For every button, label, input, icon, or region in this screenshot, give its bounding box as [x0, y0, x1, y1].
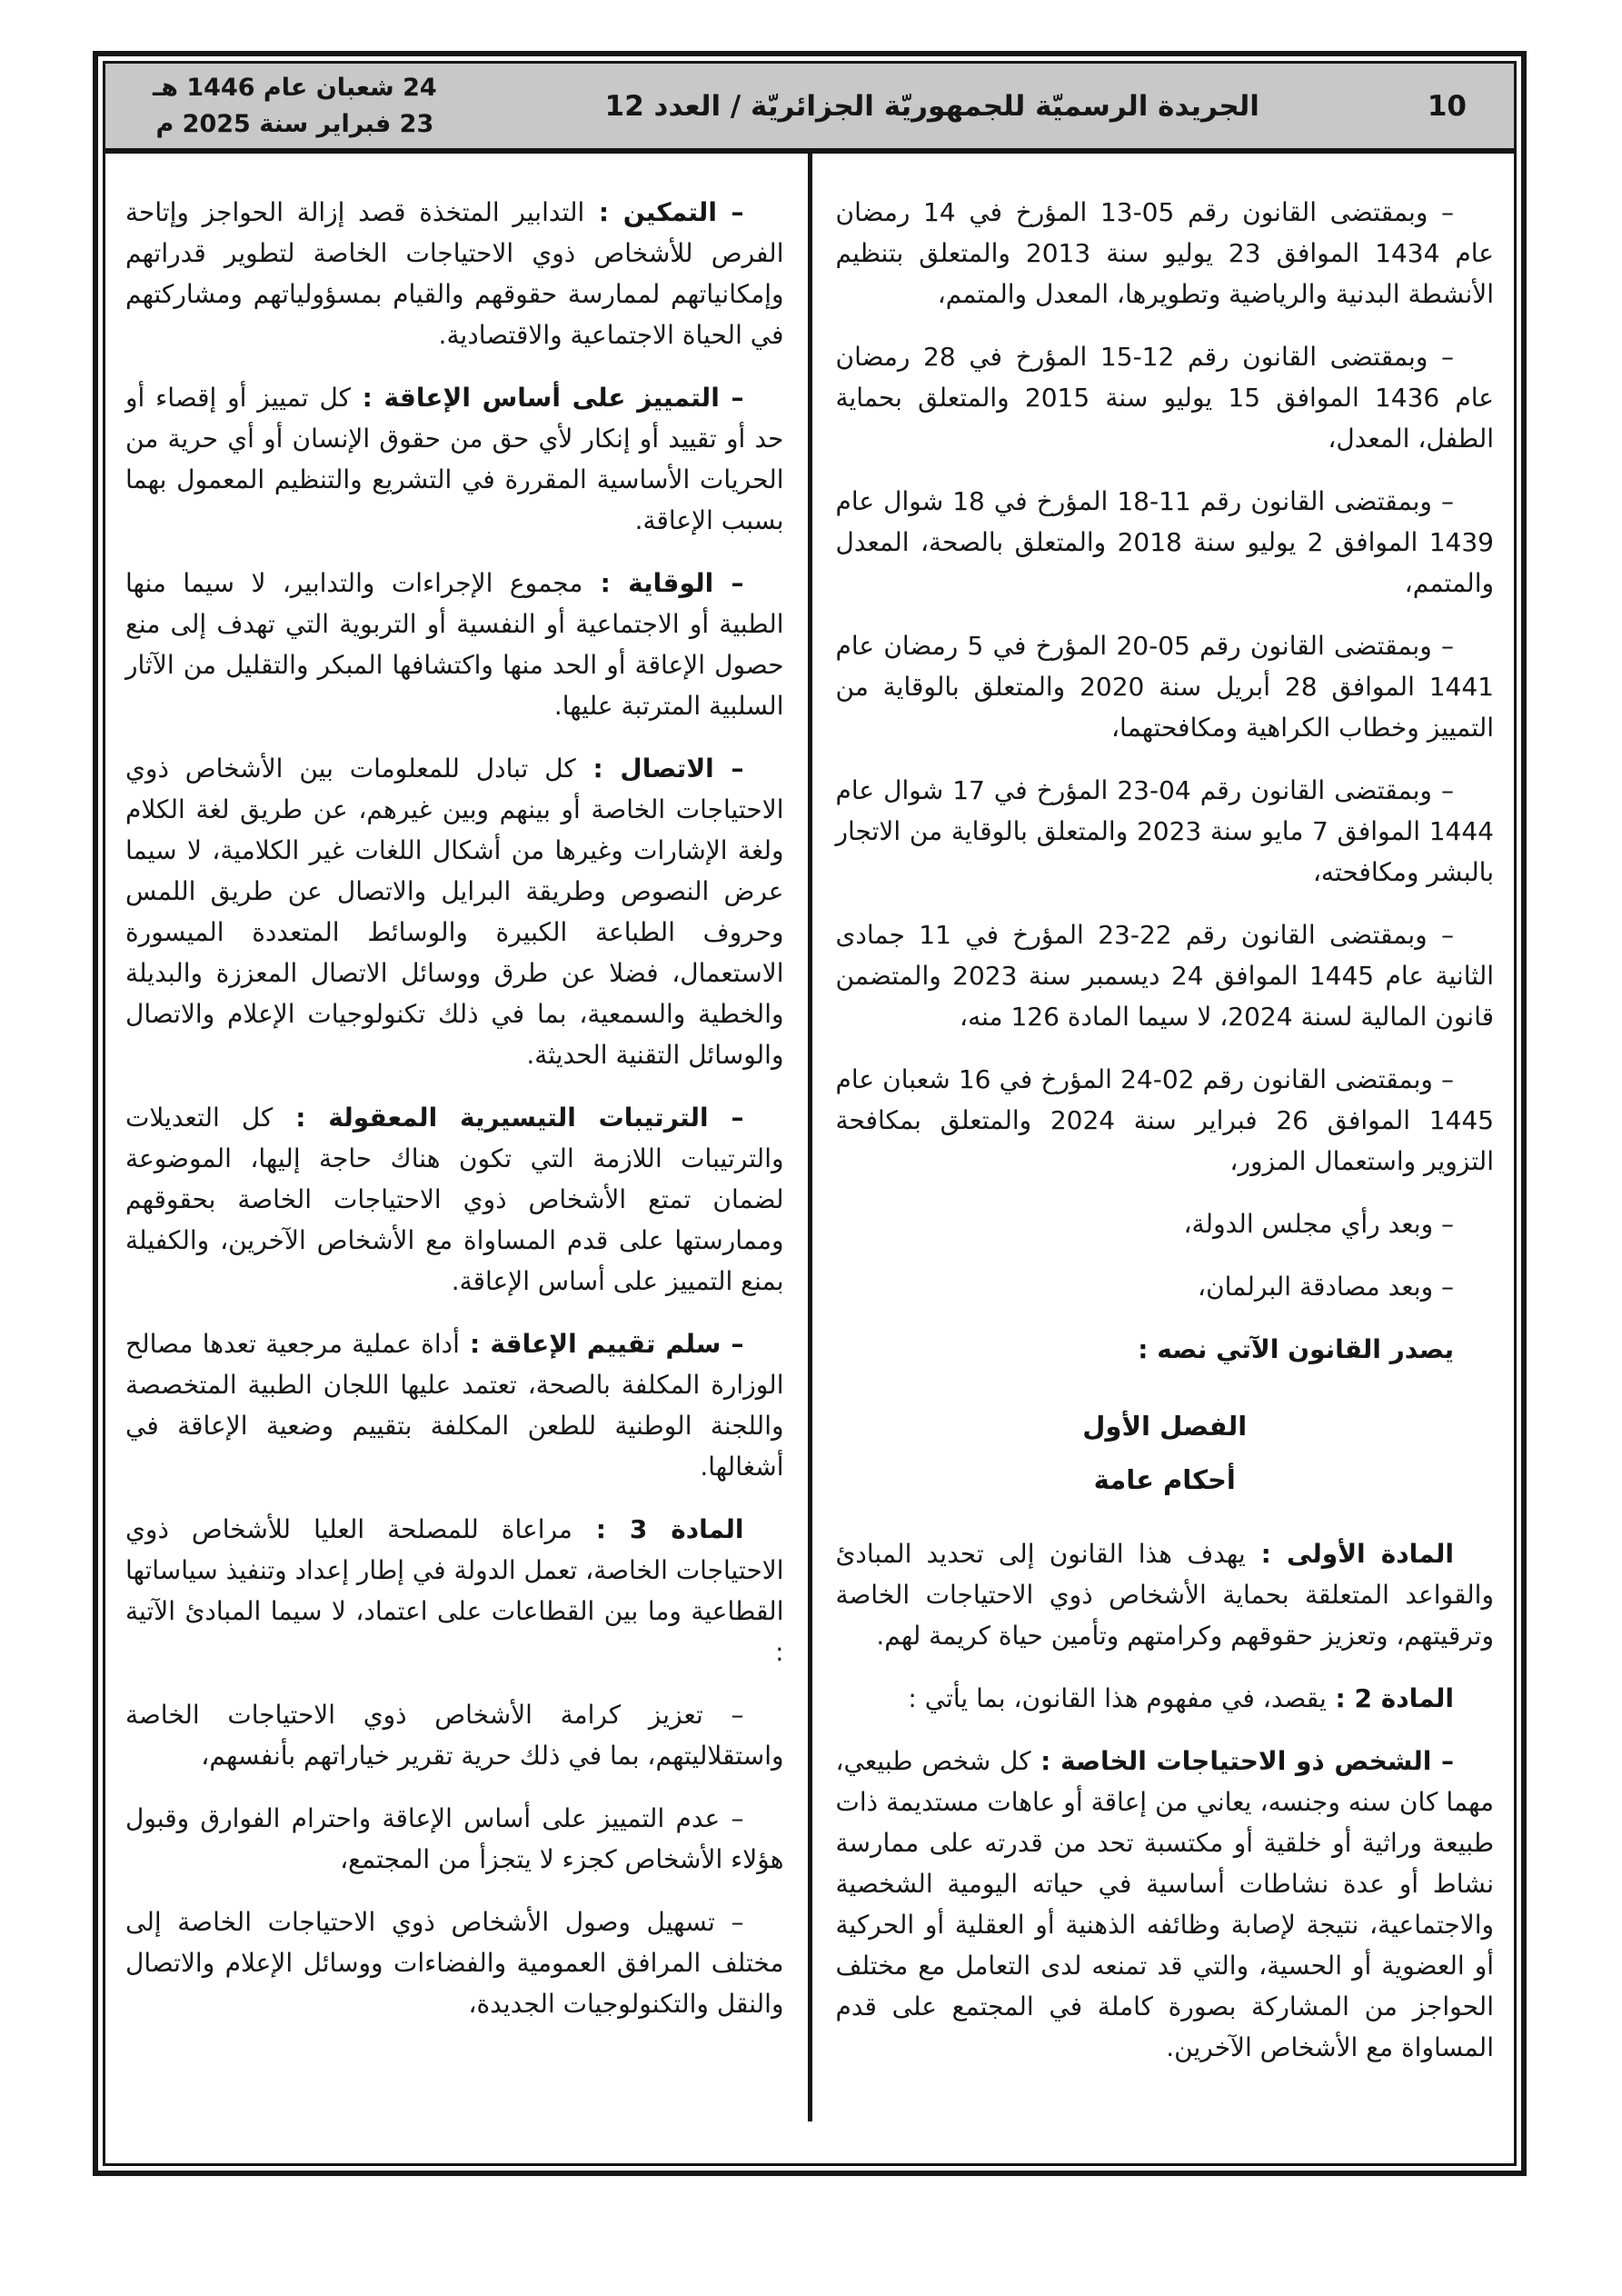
term-lead: – الترتيبات التيسيرية المعقولة : — [273, 1103, 744, 1133]
term-lead: – الاتصال : — [575, 754, 744, 784]
definition-prevention — [125, 563, 784, 726]
definition-reasonable-accommodation — [125, 1097, 784, 1302]
issue-dates — [153, 70, 437, 141]
paragraph-text: يصدر القانون الآتي نصه : — [1138, 1334, 1454, 1364]
paragraph-text: كل تمييز أو إقصاء أو حد أو تقييد أو إنكار لأي حق من حقوق الإنسان أو أي حرية من الحريات الأساسية المقررة في التشريع والتنظيم المعمول بهما بسبب الإعاقة. — [125, 383, 784, 535]
page-number: 10 — [1427, 89, 1467, 123]
chapter-title — [836, 1406, 1495, 1447]
law-reference — [836, 770, 1495, 893]
definition-disability-assessment-scale — [125, 1323, 784, 1487]
paragraph-text: كل تبادل للمعلومات بين الأشخاص ذوي الاحتياجات الخاصة أو بينهم وبين غيرهم، عن طريق لغة الكلام ولغة الإشارات وغيرها من أشكال اللغات غير الكلامية، لا سيما عرض النصوص وطريقة البرايل والاتصال عن طريق اللمس وحروف الطباعة الكبيرة والوسائط المتعددة الميسورة الاستعمال، فضلا عن طرق ووسائل الاتصال المعززة والبديلة والخطية والسمعية، بما في ذلك تكنولوجيات الإعلام والاتصال والوسائل التقنية الحديثة. — [125, 754, 784, 1070]
article-3 — [125, 1509, 784, 1672]
term-lead: – الوقاية : — [582, 568, 744, 598]
content-columns — [105, 154, 1514, 2163]
law-reference — [836, 481, 1495, 604]
paragraph-text: – وبعد مصادقة البرلمان، — [1198, 1272, 1454, 1302]
article-1 — [836, 1533, 1495, 1656]
paragraph-text: كل التعديلات والترتيبات اللازمة التي تكون هناك حاجة إليها، الموضوعة لضمان تمتع الأشخاص ذوي الاحتياجات الخاصة بحقوقهم وممارستها على قدم المساواة مع الأشخاص الآخرين، والكفيلة بمنع التمييز على أساس الإعاقة. — [125, 1103, 784, 1296]
law-reference — [836, 914, 1495, 1037]
paragraph-text: – تعزيز كرامة الأشخاص ذوي الاحتياجات الخاصة واستقلاليتهم، بما في ذلك حرية تقرير خياراتهم بأنفسهم، — [125, 1700, 784, 1771]
paragraph-text: مجموع الإجراءات والتدابير، لا سيما منها الطبية أو الاجتماعية أو النفسية أو التربوية التي تهدف إلى منع حصول الإعاقة أو الحد منها واكتشافها المبكر والتقليل من الآثار السلبية المترتبة عليها. — [125, 568, 784, 721]
paragraph-text: كل شخص طبيعي، مهما كان سنه وجنسه، يعاني من إعاقة أو عاهات مستديمة ذات طبيعة وراثية أو خلقية أو مكتسبة تحد من قدرته على ممارسة نشاط أو عدة نشاطات أساسية في حياته اليومية الشخصية والاجتماعية، نتيجة لإصابة وظائفه الذهنية أو العقلية أو الحركية أو العضوية أو الحسية، والتي قد تمنعه لدى التعامل مع مختلف الحواجز من المشاركة بصورة كاملة في المجتمع على قدم المساواة مع الأشخاص الآخرين. — [835, 1746, 1494, 2062]
page-frame — [93, 51, 1527, 2176]
council-opinion — [836, 1203, 1495, 1244]
parliament-approval — [836, 1266, 1495, 1307]
term-lead: المادة الأولى : — [1245, 1539, 1454, 1569]
column-divider — [808, 154, 812, 2121]
paragraph-text: – وبمقتضى القانون رقم 05-20 المؤرخ في 5 رمضان عام 1441 الموافق 28 أبريل سنة 2020 والمتعلق بالوقاية من التمييز وخطاب الكراهية ومكافحتهما، — [835, 631, 1494, 743]
gazette-title: الجريدة الرسميّة للجمهوريّة الجزائريّة / العدد 12 — [604, 89, 1259, 123]
column-left — [105, 154, 808, 2163]
paragraph-text: – وبمقتضى القانون رقم 05-13 المؤرخ في 14 رمضان عام 1434 الموافق 23 يوليو سنة 2013 والمتعلق بتنظيم الأنشطة البدنية والرياضية وتطويرها، المعدل والمتمم، — [835, 197, 1494, 309]
paragraph-text: – وبمقتضى القانون رقم 02-24 المؤرخ في 16 شعبان عام 1445 الموافق 26 فبراير سنة 2024 والمتعلق بمكافحة التزوير واستعمال المزور، — [835, 1064, 1495, 1176]
paragraph-text: – وبمقتضى القانون رقم 04-23 المؤرخ في 17 شوال عام 1444 الموافق 7 مايو سنة 2023 والمتعلق بالوقاية من الاتجار بالبشر ومكافحته، — [835, 775, 1494, 887]
gregorian-date: 23 فبراير سنة 2025 م — [155, 109, 434, 138]
paragraph-text: – وبمقتضى القانون رقم 12-15 المؤرخ في 28 رمضان عام 1436 الموافق 15 يوليو سنة 2015 والمتعلق بحماية الطفل، المعدل، — [835, 342, 1494, 454]
paragraph-text: – وبعد رأي مجلس الدولة، — [1183, 1209, 1454, 1239]
term-lead: – التمييز على أساس الإعاقة : — [350, 383, 744, 413]
definition-empowerment — [125, 192, 784, 355]
term-lead: – التمكين : — [584, 197, 744, 227]
definition-communication — [125, 748, 784, 1075]
gazette-header — [105, 64, 1514, 154]
definition-person-with-special-needs — [836, 1741, 1495, 2068]
law-reference — [836, 1059, 1495, 1182]
paragraph-text: – وبمقتضى القانون رقم 11-18 المؤرخ في 18 شوال عام 1439 الموافق 2 يوليو سنة 2018 والمتعلق بالصحة، المعدل والمتمم، — [835, 486, 1494, 598]
page-inner-frame — [103, 61, 1517, 2166]
term-lead: – سلم تقييم الإعاقة : — [459, 1329, 744, 1359]
paragraph-text: يقصد، في مفهوم هذا القانون، بما يأتي : — [908, 1683, 1327, 1713]
principle-dignity — [125, 1694, 784, 1776]
paragraph-text: أداة عملية مرجعية تعدها مصالح الوزارة المكلفة بالصحة، تعتمد عليها اللجان الطبية المتخصصة واللجنة الوطنية للطعن المكلفة بتقييم وضعية الإعاقة في أشغالها. — [125, 1329, 784, 1482]
term-lead: – الشخص ذو الاحتياجات الخاصة : — [1030, 1746, 1454, 1776]
paragraph-text: مراعاة للمصلحة العليا للأشخاص ذوي الاحتياجات الخاصة، تعمل الدولة في إطار إعداد وتنفيذ سياساتها القطاعية وما بين القطاعات على اعتماد، لا سيما المبادئ الآتية : — [125, 1514, 784, 1667]
article-2 — [836, 1678, 1495, 1719]
law-reference — [836, 192, 1495, 314]
principle-accessibility — [125, 1902, 784, 2024]
paragraph-text: يهدف هذا القانون إلى تحديد المبادئ والقواعد المتعلقة بحماية الأشخاص ذوي الاحتياجات الخاصة وترقيتهم، وتعزيز حقوقهم وكرامتهم وتأمين حياة كريمة لهم. — [835, 1539, 1494, 1651]
enactment-clause — [836, 1329, 1495, 1370]
definition-discrimination — [125, 377, 784, 541]
column-right — [812, 154, 1515, 2163]
law-reference — [836, 336, 1495, 459]
paragraph-text: – تسهيل وصول الأشخاص ذوي الاحتياجات الخاصة إلى مختلف المرافق العمومية والفضاءات ووسائل الإعلام والاتصال والنقل والتكنولوجيات الجديدة، — [125, 1907, 784, 2019]
paragraph-text: الفصل الأول — [1082, 1411, 1248, 1442]
term-lead: المادة 3 : — [572, 1514, 744, 1544]
term-lead: المادة 2 : — [1326, 1683, 1454, 1713]
principle-non-discrimination — [125, 1798, 784, 1880]
chapter-subtitle — [836, 1460, 1495, 1501]
paragraph-text: أحكام عامة — [1093, 1464, 1236, 1495]
law-reference — [836, 625, 1495, 748]
paragraph-text: – عدم التمييز على أساس الإعاقة واحترام الفوارق وقبول هؤلاء الأشخاص كجزء لا يتجزأ من المجتمع، — [125, 1803, 784, 1874]
paragraph-text: – وبمقتضى القانون رقم 22-23 المؤرخ في 11 جمادى الثانية عام 1445 الموافق 24 ديسمبر سنة 2023 والمتضمن قانون المالية لسنة 2024، لا سيما المادة 126 منه، — [835, 920, 1495, 1032]
paragraph-text: التدابير المتخذة قصد إزالة الحواجز وإتاحة الفرص للأشخاص ذوي الاحتياجات الخاصة لتطوير قدراتهم وإمكانياتهم لممارسة حقوقهم والقيام بمسؤولياتهم ومشاركتهم في الحياة الاجتماعية والاقتصادية. — [125, 197, 784, 350]
hijri-date: 24 شعبان عام 1446 هـ — [153, 74, 437, 103]
